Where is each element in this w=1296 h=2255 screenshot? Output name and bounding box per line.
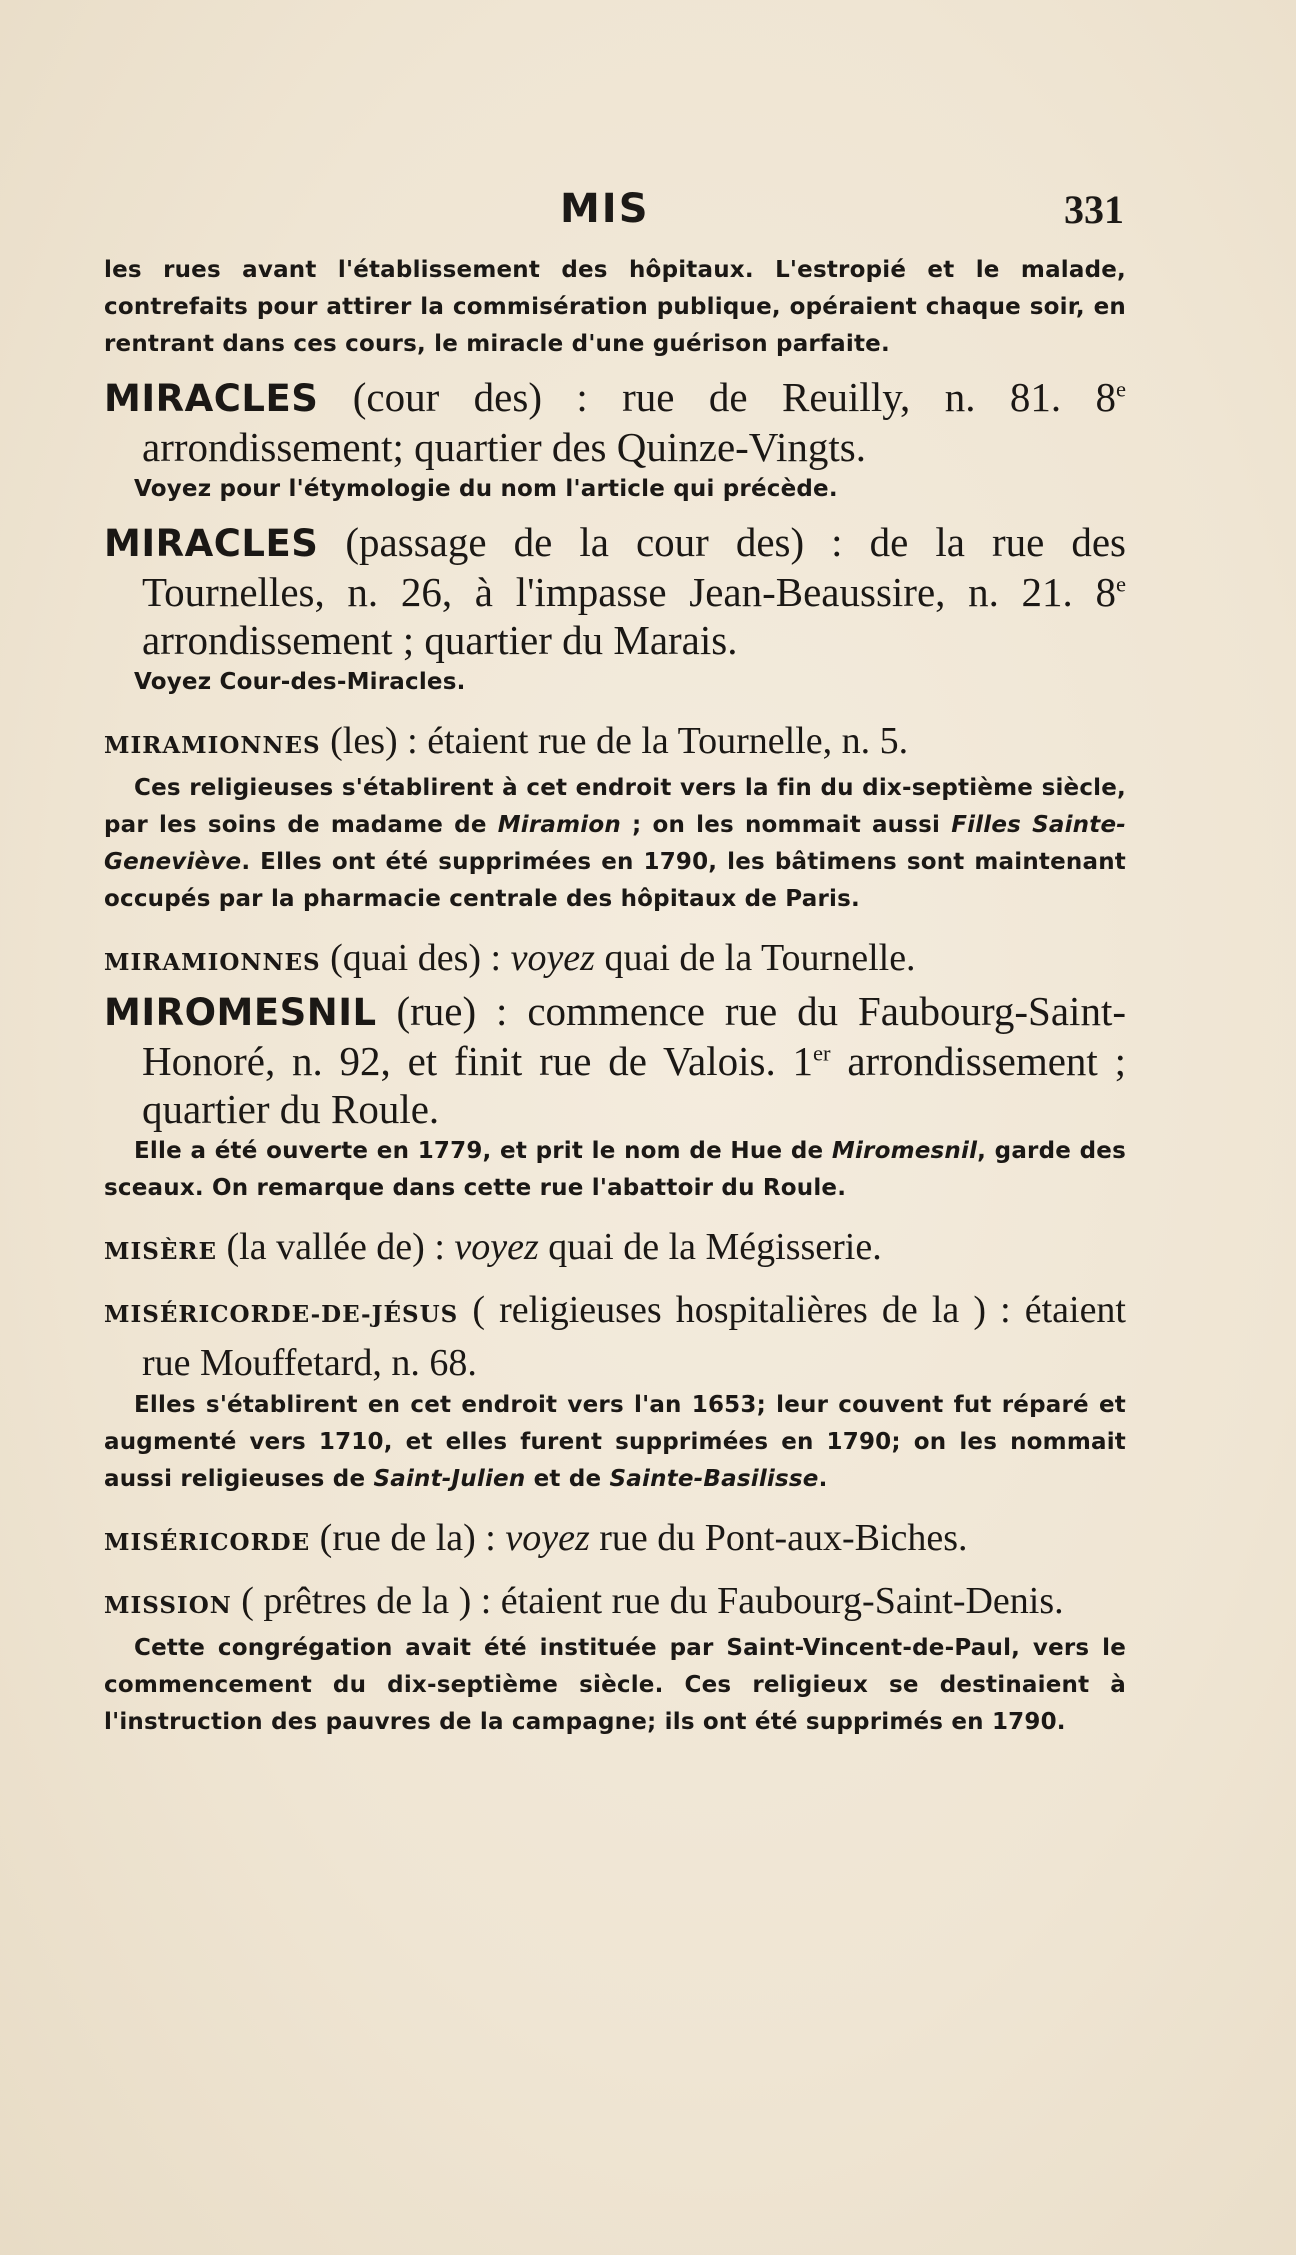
note-text: , garde des sceaux. On remarque dans cette rue l'abattoir du Roule. <box>104 1138 1126 1201</box>
entry-misericorde-de-jesus <box>104 1286 1126 1387</box>
entry-text: (passage de la cour des) : de la rue des Tournelles, n. 26, à l'impasse Jean-Beaussire, n. 21. 8 <box>142 519 1126 615</box>
entry-misericorde <box>104 1514 1126 1567</box>
note-text: . Elles ont été supprimées en 1790, les bâtimens sont maintenant occupés par la pharmacie centrale des hôpitaux de Paris. <box>104 849 1126 912</box>
entry-text: ( religieuses hospitalières de la ) : étaient rue Mouffetard, n. 68. <box>142 1289 1126 1384</box>
entry-italic: voyez <box>510 937 595 979</box>
entry-text: (les) : étaient rue de la Tournelle, n. 5. <box>320 720 909 762</box>
page-text <box>104 252 1126 1741</box>
entry-note <box>104 1133 1126 1207</box>
entry-note: Voyez pour l'étymologie du nom l'article qui précède. <box>134 476 838 502</box>
entry-miromesnil <box>104 987 1126 1133</box>
note-italic: Saint-Julien <box>373 1466 526 1492</box>
entry-mission <box>104 1577 1126 1630</box>
note-text: ; on les nommait aussi <box>620 812 952 838</box>
entry-italic: voyez <box>454 1226 539 1268</box>
superscript: e <box>1115 376 1126 402</box>
entry-keyword: MIRAMIONNES <box>104 949 321 976</box>
header-title: MIS <box>560 186 650 232</box>
note-text: Elle a été ouverte en 1779, et prit le nom de Hue de <box>134 1138 832 1164</box>
entry-miracles-passage <box>104 518 1126 664</box>
note-text: . <box>818 1466 828 1492</box>
entry-keyword: MISÉRICORDE-DE-JÉSUS <box>104 1301 459 1328</box>
intro-paragraph: les rues avant l'établissement des hôpitaux. L'estropié et le malade, contrefaits pour attirer la commisération publique, opéraient chaque soir, en rentrant dans ces cours, le miracle d'une guérison parfaite. <box>104 257 1126 357</box>
entry-text: arrondissement ; quartier du Marais. <box>142 617 738 663</box>
note-text: Elles s'établirent en cet endroit vers l'an 1653; leur couvent fut réparé et augmenté vers 1710, et elles furent supprimées en 1790; on les nommait aussi religieuses de <box>104 1392 1126 1492</box>
entry-keyword: MISÉRICORDE <box>104 1529 311 1556</box>
entry-text: rue du Pont-aux-Biches. <box>589 1517 968 1559</box>
entry-text: arrondissement; quartier des Quinze-Vingts. <box>142 424 866 470</box>
entry-note <box>104 770 1126 918</box>
entry-keyword: MIROMESNIL <box>104 991 377 1034</box>
note-italic: Miramion <box>497 812 621 838</box>
entry-text: (quai des) : <box>320 937 511 979</box>
entry-keyword: MIRACLES <box>104 377 319 420</box>
entry-keyword: MIRAMIONNES <box>104 732 321 759</box>
entry-miramionnes-quai <box>104 934 1126 987</box>
entry-text: (rue de la) : <box>310 1517 506 1559</box>
entry-text: quai de la Mégisserie. <box>538 1226 882 1268</box>
entry-keyword: MISSION <box>104 1592 232 1619</box>
page-number: 331 <box>1064 187 1124 232</box>
superscript: e <box>1115 571 1126 597</box>
entry-text: quai de la Tournelle. <box>594 937 916 979</box>
entry-note: Voyez Cour-des-Miracles. <box>134 669 466 695</box>
entry-keyword: MISÈRE <box>104 1238 218 1265</box>
entry-text: arrondissement ; quartier du Roule. <box>142 1038 1126 1132</box>
entry-text: (la vallée de) : <box>217 1226 455 1268</box>
superscript: er <box>813 1040 831 1066</box>
entry-keyword: MIRACLES <box>104 522 319 565</box>
entry-italic: voyez <box>505 1517 590 1559</box>
note-italic: Miromesnil <box>831 1138 978 1164</box>
entry-miracles-cour <box>104 373 1126 471</box>
note-italic: Sainte-Basilisse <box>609 1466 819 1492</box>
entry-misere <box>104 1223 1126 1276</box>
note-text: et de <box>525 1466 610 1492</box>
entry-miramionnes-les <box>104 717 1126 770</box>
entry-text: (cour des) : rue de Reuilly, n. 81. 8 <box>318 374 1116 420</box>
note-italic: Filles Sainte-Geneviève <box>104 812 1126 875</box>
entry-note <box>104 1387 1126 1498</box>
entry-note: Cette congrégation avait été instituée par Saint-Vincent-de-Paul, vers le commencement du dix-septième siècle. Ces religieux se destinaient à l'instruction des pauvres de la campagne; ils ont été supprimés en 1790. <box>104 1635 1126 1735</box>
note-text: Ces religieuses s'établirent à cet endroit vers la fin du dix-septième siècle, par les soins de madame de <box>104 775 1126 838</box>
entry-text: (rue) : commence rue du Faubourg-Saint-Honoré, n. 92, et finit rue de Valois. 1 <box>142 988 1126 1084</box>
running-header <box>100 186 1124 246</box>
entry-text: ( prêtres de la ) : étaient rue du Faubourg-Saint-Denis. <box>231 1580 1064 1622</box>
